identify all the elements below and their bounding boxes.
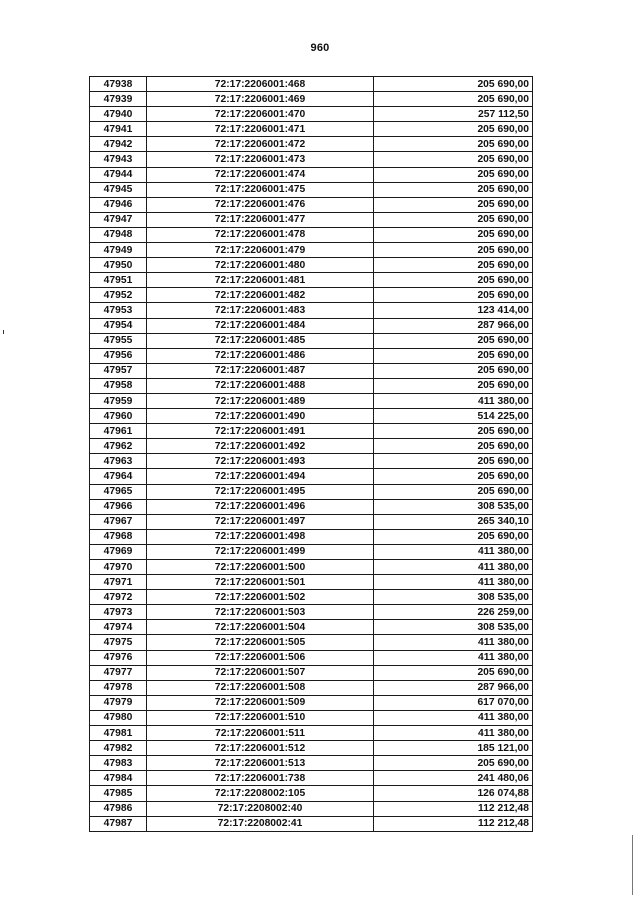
cadastral-number-cell: 72:17:2206001:481 — [147, 273, 374, 288]
row-number-cell: 47970 — [90, 560, 147, 575]
cadastral-number-cell: 72:17:2206001:477 — [147, 212, 374, 227]
cadastral-value-cell: 226 259,00 — [374, 605, 533, 620]
cadastral-number-cell: 72:17:2206001:486 — [147, 348, 374, 363]
table-row — [90, 77, 533, 92]
row-number-cell: 47983 — [90, 756, 147, 771]
table-row — [90, 469, 533, 484]
cadastral-number-cell: 72:17:2206001:506 — [147, 650, 374, 665]
row-number-cell: 47947 — [90, 212, 147, 227]
cadastral-value-cell: 123 414,00 — [374, 303, 533, 318]
row-number-cell: 47945 — [90, 182, 147, 197]
cadastral-number-cell: 72:17:2206001:470 — [147, 107, 374, 122]
cadastral-value-table — [89, 76, 533, 832]
cadastral-number-cell: 72:17:2206001:476 — [147, 197, 374, 212]
row-number-cell: 47958 — [90, 378, 147, 393]
row-number-cell: 47952 — [90, 288, 147, 303]
cadastral-number-cell: 72:17:2206001:471 — [147, 122, 374, 137]
cadastral-value-cell: 126 074,88 — [374, 786, 533, 801]
table-row — [90, 258, 533, 273]
cadastral-value-cell: 205 690,00 — [374, 212, 533, 227]
cadastral-value-cell: 205 690,00 — [374, 227, 533, 242]
cadastral-value-cell: 205 690,00 — [374, 454, 533, 469]
table-row — [90, 620, 533, 635]
cadastral-number-cell: 72:17:2206001:478 — [147, 227, 374, 242]
table-row — [90, 529, 533, 544]
cadastral-value-cell: 205 690,00 — [374, 288, 533, 303]
cadastral-value-cell: 205 690,00 — [374, 258, 533, 273]
cadastral-number-cell: 72:17:2206001:498 — [147, 529, 374, 544]
row-number-cell: 47939 — [90, 92, 147, 107]
cadastral-number-cell: 72:17:2206001:497 — [147, 514, 374, 529]
cadastral-number-cell: 72:17:2206001:487 — [147, 363, 374, 378]
row-number-cell: 47944 — [90, 167, 147, 182]
cadastral-value-cell: 411 380,00 — [374, 544, 533, 559]
table-row — [90, 741, 533, 756]
row-number-cell: 47949 — [90, 243, 147, 258]
cadastral-value-cell: 205 690,00 — [374, 333, 533, 348]
row-number-cell: 47946 — [90, 197, 147, 212]
cadastral-value-cell: 205 690,00 — [374, 665, 533, 680]
cadastral-number-cell: 72:17:2206001:489 — [147, 393, 374, 408]
cadastral-value-cell: 205 690,00 — [374, 92, 533, 107]
table-row — [90, 680, 533, 695]
table-row — [90, 409, 533, 424]
cadastral-value-cell: 205 690,00 — [374, 378, 533, 393]
row-number-cell: 47968 — [90, 529, 147, 544]
cadastral-number-cell: 72:17:2206001:468 — [147, 77, 374, 92]
row-number-cell: 47954 — [90, 318, 147, 333]
table-row — [90, 560, 533, 575]
row-number-cell: 47969 — [90, 544, 147, 559]
row-number-cell: 47979 — [90, 695, 147, 710]
cadastral-number-cell: 72:17:2206001:482 — [147, 288, 374, 303]
cadastral-number-cell: 72:17:2206001:503 — [147, 605, 374, 620]
cadastral-value-cell: 287 966,00 — [374, 680, 533, 695]
cadastral-value-cell: 308 535,00 — [374, 499, 533, 514]
table-row — [90, 650, 533, 665]
cadastral-number-cell: 72:17:2206001:472 — [147, 137, 374, 152]
cadastral-number-cell: 72:17:2206001:502 — [147, 590, 374, 605]
row-number-cell: 47977 — [90, 665, 147, 680]
cadastral-number-cell: 72:17:2206001:738 — [147, 771, 374, 786]
row-number-cell: 47956 — [90, 348, 147, 363]
table-body — [90, 77, 533, 832]
row-number-cell: 47961 — [90, 424, 147, 439]
table-row — [90, 288, 533, 303]
table-row — [90, 167, 533, 182]
cadastral-value-cell: 411 380,00 — [374, 575, 533, 590]
cadastral-number-cell: 72:17:2206001:508 — [147, 680, 374, 695]
cadastral-number-cell: 72:17:2206001:499 — [147, 544, 374, 559]
cadastral-value-cell: 205 690,00 — [374, 529, 533, 544]
row-number-cell: 47974 — [90, 620, 147, 635]
table-row — [90, 710, 533, 725]
cadastral-number-cell: 72:17:2206001:480 — [147, 258, 374, 273]
table-row — [90, 695, 533, 710]
row-number-cell: 47959 — [90, 393, 147, 408]
table-row — [90, 243, 533, 258]
row-number-cell: 47973 — [90, 605, 147, 620]
table-row — [90, 393, 533, 408]
cadastral-number-cell: 72:17:2206001:510 — [147, 710, 374, 725]
table-row — [90, 575, 533, 590]
cadastral-value-cell: 257 112,50 — [374, 107, 533, 122]
cadastral-number-cell: 72:17:2206001:469 — [147, 92, 374, 107]
cadastral-value-cell: 205 690,00 — [374, 243, 533, 258]
table-row — [90, 333, 533, 348]
table-row — [90, 303, 533, 318]
cadastral-number-cell: 72:17:2206001:491 — [147, 424, 374, 439]
cadastral-number-cell: 72:17:2208002:105 — [147, 786, 374, 801]
cadastral-number-cell: 72:17:2206001:490 — [147, 409, 374, 424]
table-row — [90, 152, 533, 167]
table-row — [90, 665, 533, 680]
table-row — [90, 514, 533, 529]
cadastral-value-cell: 205 690,00 — [374, 439, 533, 454]
row-number-cell: 47943 — [90, 152, 147, 167]
table-row — [90, 107, 533, 122]
row-number-cell: 47941 — [90, 122, 147, 137]
cadastral-number-cell: 72:17:2206001:513 — [147, 756, 374, 771]
cadastral-value-cell: 205 690,00 — [374, 77, 533, 92]
cadastral-number-cell: 72:17:2206001:485 — [147, 333, 374, 348]
row-number-cell: 47942 — [90, 137, 147, 152]
cadastral-number-cell: 72:17:2206001:511 — [147, 726, 374, 741]
table-row — [90, 439, 533, 454]
table-row — [90, 786, 533, 801]
row-number-cell: 47940 — [90, 107, 147, 122]
table-row — [90, 605, 533, 620]
table-row — [90, 122, 533, 137]
table-row — [90, 454, 533, 469]
cadastral-number-cell: 72:17:2206001:512 — [147, 741, 374, 756]
table-row — [90, 801, 533, 816]
cadastral-value-cell: 411 380,00 — [374, 650, 533, 665]
table-row — [90, 318, 533, 333]
cadastral-number-cell: 72:17:2206001:507 — [147, 665, 374, 680]
cadastral-value-cell: 308 535,00 — [374, 590, 533, 605]
row-number-cell: 47984 — [90, 771, 147, 786]
table-row — [90, 635, 533, 650]
row-number-cell: 47955 — [90, 333, 147, 348]
row-number-cell: 47985 — [90, 786, 147, 801]
cadastral-value-cell: 411 380,00 — [374, 560, 533, 575]
table-row — [90, 726, 533, 741]
cadastral-value-cell: 205 690,00 — [374, 363, 533, 378]
cadastral-number-cell: 72:17:2206001:483 — [147, 303, 374, 318]
cadastral-number-cell: 72:17:2208002:40 — [147, 801, 374, 816]
row-number-cell: 47976 — [90, 650, 147, 665]
cadastral-number-cell: 72:17:2206001:494 — [147, 469, 374, 484]
cadastral-value-cell: 205 690,00 — [374, 469, 533, 484]
table-row — [90, 424, 533, 439]
cadastral-number-cell: 72:17:2206001:504 — [147, 620, 374, 635]
cadastral-value-cell: 287 966,00 — [374, 318, 533, 333]
cadastral-value-cell: 205 690,00 — [374, 152, 533, 167]
cadastral-value-cell: 241 480,06 — [374, 771, 533, 786]
table-row — [90, 363, 533, 378]
cadastral-number-cell: 72:17:2206001:493 — [147, 454, 374, 469]
row-number-cell: 47980 — [90, 710, 147, 725]
table-row — [90, 212, 533, 227]
cadastral-value-cell: 411 380,00 — [374, 393, 533, 408]
cadastral-value-cell: 112 212,48 — [374, 801, 533, 816]
table-row — [90, 348, 533, 363]
cadastral-number-cell: 72:17:2206001:473 — [147, 152, 374, 167]
cadastral-number-cell: 72:17:2206001:484 — [147, 318, 374, 333]
cadastral-value-cell: 112 212,48 — [374, 816, 533, 831]
cadastral-number-cell: 72:17:2206001:509 — [147, 695, 374, 710]
cadastral-number-cell: 72:17:2206001:475 — [147, 182, 374, 197]
row-number-cell: 47948 — [90, 227, 147, 242]
table-row — [90, 197, 533, 212]
table-row — [90, 544, 533, 559]
cadastral-number-cell: 72:17:2206001:496 — [147, 499, 374, 514]
row-number-cell: 47966 — [90, 499, 147, 514]
cadastral-number-cell: 72:17:2206001:474 — [147, 167, 374, 182]
cadastral-value-cell: 205 690,00 — [374, 424, 533, 439]
row-number-cell: 47982 — [90, 741, 147, 756]
cadastral-number-cell: 72:17:2208002:41 — [147, 816, 374, 831]
row-number-cell: 47951 — [90, 273, 147, 288]
cadastral-value-cell: 411 380,00 — [374, 635, 533, 650]
table-row — [90, 816, 533, 831]
table-row — [90, 227, 533, 242]
row-number-cell: 47953 — [90, 303, 147, 318]
cadastral-value-cell: 411 380,00 — [374, 726, 533, 741]
cadastral-value-cell: 205 690,00 — [374, 348, 533, 363]
table-row — [90, 484, 533, 499]
table-row — [90, 182, 533, 197]
cadastral-value-cell: 411 380,00 — [374, 710, 533, 725]
cadastral-value-cell: 205 690,00 — [374, 273, 533, 288]
cadastral-value-cell: 205 690,00 — [374, 197, 533, 212]
row-number-cell: 47986 — [90, 801, 147, 816]
cadastral-number-cell: 72:17:2206001:492 — [147, 439, 374, 454]
cadastral-number-cell: 72:17:2206001:488 — [147, 378, 374, 393]
cadastral-value-cell: 514 225,00 — [374, 409, 533, 424]
scan-edge-mark — [3, 330, 4, 334]
table-row — [90, 273, 533, 288]
row-number-cell: 47965 — [90, 484, 147, 499]
cadastral-number-cell: 72:17:2206001:495 — [147, 484, 374, 499]
row-number-cell: 47971 — [90, 575, 147, 590]
cadastral-number-cell: 72:17:2206001:479 — [147, 243, 374, 258]
cadastral-value-cell: 205 690,00 — [374, 484, 533, 499]
row-number-cell: 47950 — [90, 258, 147, 273]
cadastral-value-cell: 205 690,00 — [374, 137, 533, 152]
cadastral-value-cell: 308 535,00 — [374, 620, 533, 635]
row-number-cell: 47972 — [90, 590, 147, 605]
cadastral-value-cell: 617 070,00 — [374, 695, 533, 710]
row-number-cell: 47960 — [90, 409, 147, 424]
row-number-cell: 47967 — [90, 514, 147, 529]
row-number-cell: 47957 — [90, 363, 147, 378]
scan-edge-mark — [632, 835, 633, 895]
row-number-cell: 47978 — [90, 680, 147, 695]
cadastral-number-cell: 72:17:2206001:500 — [147, 560, 374, 575]
row-number-cell: 47975 — [90, 635, 147, 650]
cadastral-number-cell: 72:17:2206001:505 — [147, 635, 374, 650]
row-number-cell: 47963 — [90, 454, 147, 469]
table-row — [90, 378, 533, 393]
cadastral-value-cell: 185 121,00 — [374, 741, 533, 756]
row-number-cell: 47987 — [90, 816, 147, 831]
cadastral-value-cell: 265 340,10 — [374, 514, 533, 529]
row-number-cell: 47964 — [90, 469, 147, 484]
row-number-cell: 47981 — [90, 726, 147, 741]
table-row — [90, 137, 533, 152]
table-row — [90, 590, 533, 605]
table-row — [90, 499, 533, 514]
table-row — [90, 92, 533, 107]
cadastral-value-cell: 205 690,00 — [374, 182, 533, 197]
cadastral-value-cell: 205 690,00 — [374, 756, 533, 771]
page-number: 960 — [310, 42, 330, 54]
cadastral-value-cell: 205 690,00 — [374, 167, 533, 182]
cadastral-value-cell: 205 690,00 — [374, 122, 533, 137]
table-row — [90, 756, 533, 771]
cadastral-number-cell: 72:17:2206001:501 — [147, 575, 374, 590]
table-row — [90, 771, 533, 786]
row-number-cell: 47962 — [90, 439, 147, 454]
row-number-cell: 47938 — [90, 77, 147, 92]
